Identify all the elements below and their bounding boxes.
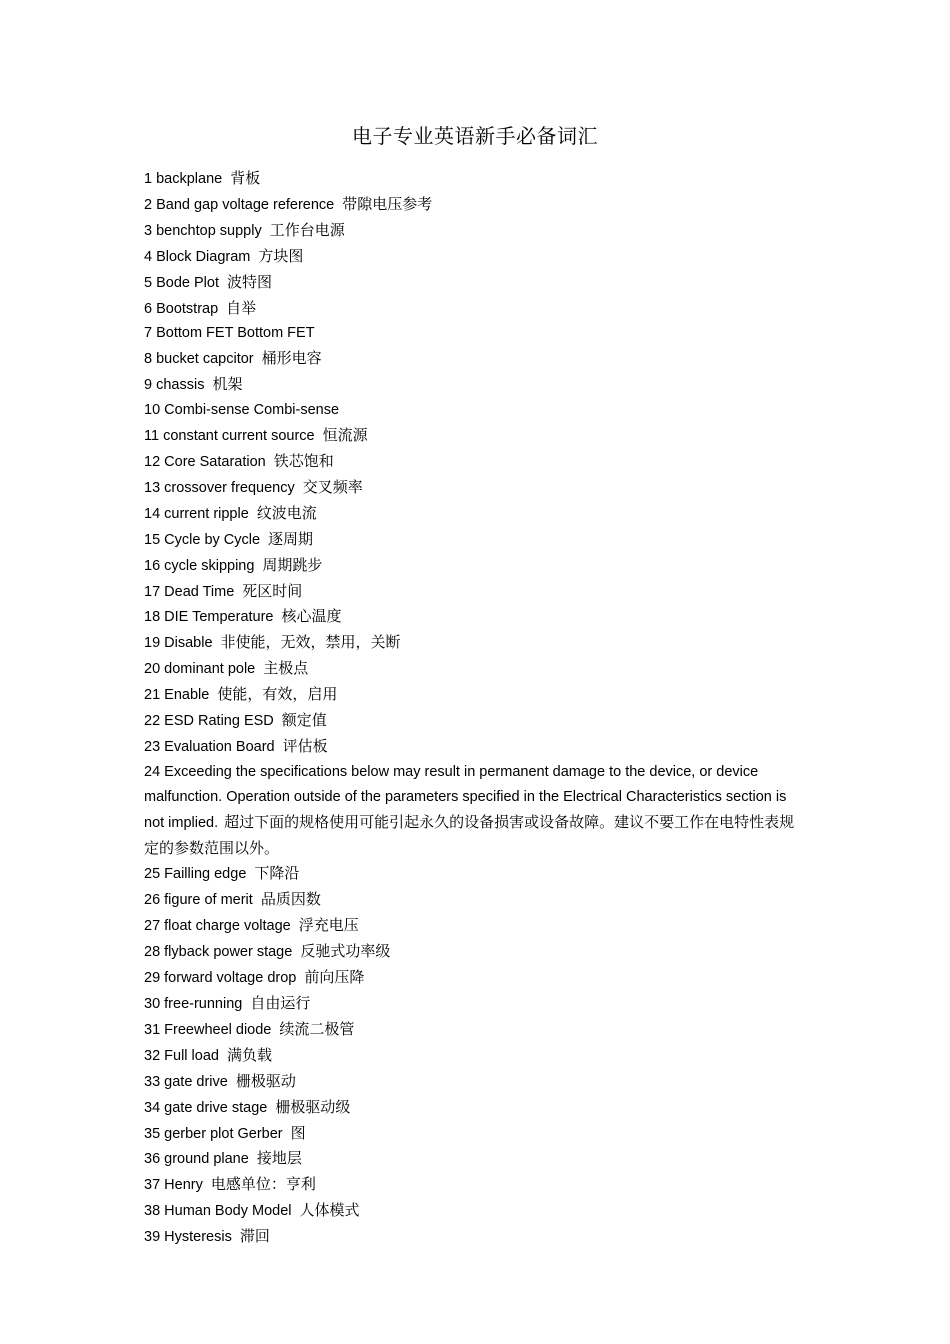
entry-term: 14 current ripple bbox=[144, 505, 249, 522]
entry-term: 28 flyback power stage bbox=[144, 944, 293, 961]
glossary-entry bbox=[144, 244, 809, 270]
entry-term: 19 Disable bbox=[144, 635, 213, 652]
glossary-entry bbox=[144, 734, 809, 760]
entry-term: 4 Block Diagram bbox=[144, 248, 251, 265]
entry-term: 21 Enable bbox=[144, 687, 210, 704]
entry-term: 10 Combi-sense Combi-sense bbox=[144, 402, 340, 419]
entry-translation: 反驰式功率级 bbox=[300, 942, 391, 961]
glossary-entry bbox=[144, 321, 809, 346]
entry-translation: 背板 bbox=[230, 169, 261, 187]
entry-term: 8 bucket capcitor bbox=[144, 351, 254, 368]
glossary-entry bbox=[144, 1146, 809, 1172]
entry-translation: 评估板 bbox=[282, 736, 328, 755]
entry-term: 9 chassis bbox=[144, 377, 205, 394]
glossary-entry bbox=[144, 1017, 809, 1043]
glossary-entry bbox=[144, 708, 809, 734]
glossary-entry bbox=[144, 398, 809, 423]
entry-term: 7 Bottom FET Bottom FET bbox=[144, 325, 315, 342]
entry-translation: 自由运行 bbox=[250, 994, 311, 1012]
entry-term: 39 Hysteresis bbox=[144, 1229, 232, 1246]
entry-translation: 自举 bbox=[226, 298, 257, 317]
entry-translation: 死区时间 bbox=[242, 581, 303, 600]
entry-translation: 纹波电流 bbox=[256, 503, 317, 522]
glossary-entry bbox=[144, 682, 809, 708]
glossary-entry bbox=[144, 423, 809, 449]
entry-translation: 非使能，无效，禁用，关断 bbox=[220, 633, 401, 652]
glossary-entry bbox=[144, 296, 809, 322]
entry-translation: 逐周期 bbox=[268, 529, 314, 548]
entry-term: 27 float charge voltage bbox=[144, 918, 291, 935]
entry-translation: 图 bbox=[290, 1123, 306, 1142]
entry-translation: 满负载 bbox=[226, 1045, 272, 1064]
entry-term: 22 ESD Rating ESD bbox=[144, 713, 274, 730]
entry-translation: 主极点 bbox=[263, 659, 309, 678]
entry-term: 16 cycle skipping bbox=[144, 557, 255, 574]
entry-term: 13 crossover frequency bbox=[144, 479, 295, 496]
entry-translation: 周期跳步 bbox=[262, 555, 323, 574]
entry-term: 30 free-running bbox=[144, 996, 243, 1012]
glossary-entry bbox=[144, 1172, 809, 1198]
entry-term: 23 Evaluation Board bbox=[144, 738, 275, 755]
entry-term: 5 Bode Plot bbox=[144, 274, 219, 291]
glossary-entry bbox=[144, 192, 809, 218]
glossary-entry bbox=[144, 1095, 809, 1121]
glossary-entry bbox=[144, 630, 809, 656]
glossary-entry bbox=[144, 939, 809, 965]
entry-translation: 品质因数 bbox=[260, 890, 321, 909]
entry-term: 17 Dead Time bbox=[144, 583, 235, 600]
entry-term: 18 DIE Temperature bbox=[144, 609, 274, 626]
glossary-entry bbox=[144, 760, 809, 862]
entry-translation: 栅极驱动级 bbox=[275, 1097, 351, 1116]
entry-term: 36 ground plane bbox=[144, 1151, 249, 1168]
entry-term: 33 gate drive bbox=[144, 1073, 228, 1090]
entry-translation: 电感单位：亨利 bbox=[210, 1175, 316, 1194]
glossary-entry bbox=[144, 449, 809, 475]
glossary-entry bbox=[144, 270, 809, 296]
entry-translation: 额定值 bbox=[281, 711, 327, 730]
glossary-entry bbox=[144, 579, 809, 605]
entry-term: 6 Bootstrap bbox=[144, 300, 219, 317]
glossary-entry bbox=[144, 346, 809, 372]
entry-translation: 铁芯饱和 bbox=[273, 451, 334, 470]
glossary-entry bbox=[144, 1121, 809, 1147]
glossary-entry bbox=[144, 218, 809, 244]
entry-translation: 使能，有效，启用 bbox=[217, 685, 338, 704]
entry-term: 3 benchtop supply bbox=[144, 222, 262, 239]
entry-translation: 恒流源 bbox=[322, 426, 368, 445]
glossary-entry bbox=[144, 1069, 809, 1095]
entry-translation: 接地层 bbox=[256, 1149, 302, 1168]
entry-translation: 方块图 bbox=[258, 246, 304, 265]
glossary-entry bbox=[144, 887, 809, 913]
glossary-entry bbox=[144, 166, 809, 192]
entry-term: 34 gate drive stage bbox=[144, 1099, 268, 1116]
entry-translation: 续流二极管 bbox=[279, 1019, 355, 1038]
entry-term: 20 dominant pole bbox=[144, 661, 256, 678]
entry-translation: 核心温度 bbox=[281, 607, 342, 626]
entry-translation: 人体模式 bbox=[299, 1201, 360, 1220]
glossary-entry bbox=[144, 991, 809, 1017]
entry-term: 24 Exceeding the specifications below may result in permanent damage to the device, or device malfunction. Operation outside of the parameters specified in the Electrical Characteristics section is not implied. bbox=[144, 763, 787, 831]
entry-term: 1 backplane bbox=[144, 171, 223, 187]
entry-translation: 栅极驱动 bbox=[235, 1071, 296, 1090]
glossary-entry bbox=[144, 372, 809, 398]
entry-term: 15 Cycle by Cycle bbox=[144, 531, 261, 548]
entry-term: 37 Henry bbox=[144, 1177, 203, 1194]
entry-term: 25 Failling edge bbox=[144, 866, 247, 883]
glossary-entry bbox=[144, 1198, 809, 1224]
entry-term: 38 Human Body Model bbox=[144, 1203, 292, 1220]
entry-translation: 前向压降 bbox=[304, 968, 365, 987]
entry-translation: 带隙电压参考 bbox=[342, 194, 433, 213]
glossary-entry bbox=[144, 553, 809, 579]
entry-term: 31 Freewheel diode bbox=[144, 1021, 272, 1038]
glossary-entry bbox=[144, 913, 809, 939]
entry-term: 12 Core Sataration bbox=[144, 453, 266, 470]
glossary-list bbox=[144, 166, 809, 1250]
glossary-entry bbox=[144, 604, 809, 630]
glossary-entry bbox=[144, 1043, 809, 1069]
glossary-entry bbox=[144, 656, 809, 682]
page-title: 电子专业英语新手必备词汇 bbox=[352, 124, 598, 148]
entry-term: 29 forward voltage drop bbox=[144, 970, 297, 987]
entry-term: 35 gerber plot Gerber bbox=[144, 1125, 283, 1142]
glossary-entry bbox=[144, 475, 809, 501]
glossary-entry bbox=[144, 861, 809, 887]
entry-translation: 下降沿 bbox=[254, 864, 300, 883]
entry-term: 32 Full load bbox=[144, 1047, 219, 1064]
glossary-entry bbox=[144, 965, 809, 991]
entry-translation: 机架 bbox=[212, 375, 243, 394]
entry-translation: 滞回 bbox=[239, 1227, 270, 1246]
glossary-entry bbox=[144, 1224, 809, 1250]
entry-term: 26 figure of merit bbox=[144, 892, 253, 909]
entry-translation: 工作台电源 bbox=[269, 220, 345, 239]
entry-translation: 波特图 bbox=[226, 272, 272, 291]
entry-term: 11 constant current source bbox=[144, 428, 315, 445]
glossary-entry bbox=[144, 501, 809, 527]
entry-translation: 桶形电容 bbox=[261, 349, 322, 368]
entry-translation: 交叉频率 bbox=[302, 477, 363, 496]
entry-translation: 浮充电压 bbox=[298, 916, 359, 935]
entry-translation: 超过下面的规格使用可能引起永久的设备损害或设备故障。建议不要工作在电特性表规定的参数范围以外。 bbox=[144, 812, 795, 857]
entry-term: 2 Band gap voltage reference bbox=[144, 196, 335, 213]
glossary-entry bbox=[144, 527, 809, 553]
